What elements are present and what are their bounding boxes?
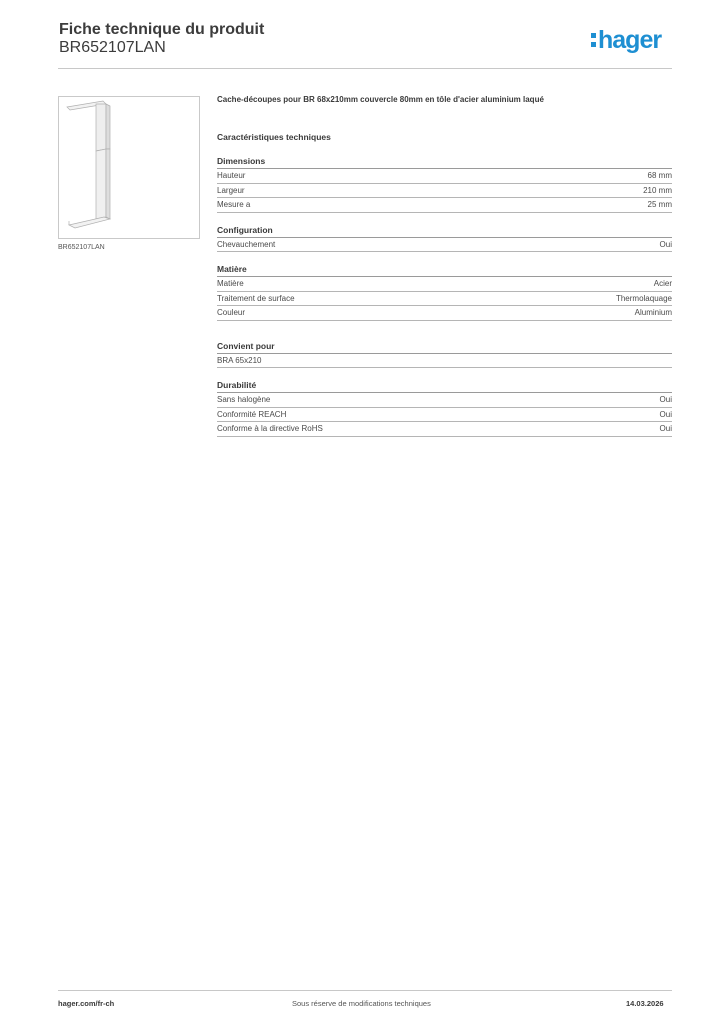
spec-label: Traitement de surface bbox=[217, 293, 295, 303]
spec-value: 68 mm bbox=[647, 171, 672, 180]
spec-row bbox=[217, 184, 672, 199]
hager-logo bbox=[591, 28, 661, 53]
logo-colon-icon bbox=[591, 33, 596, 47]
footer-notice: Sous réserve de modifications techniques bbox=[292, 999, 431, 1008]
spec-row bbox=[217, 169, 672, 184]
spec-row bbox=[217, 198, 672, 213]
characteristics-heading: Caractéristiques techniques bbox=[217, 132, 331, 142]
header-divider bbox=[58, 68, 672, 69]
spec-label: Couleur bbox=[217, 308, 246, 317]
product-image bbox=[58, 96, 200, 239]
spec-label: Conforme à la directive RoHS bbox=[217, 424, 323, 433]
spec-row bbox=[217, 408, 672, 423]
footer-date: 14.03.2026 bbox=[626, 999, 664, 1008]
product-description: Cache-découpes pour BR 68x210mm couvercle 80mm en tôle d'acier aluminium laqué bbox=[217, 95, 544, 104]
spec-label: Sans halogène bbox=[217, 395, 271, 404]
spec-value: Oui bbox=[659, 409, 672, 419]
logo-text: hager bbox=[598, 26, 662, 54]
spec-row bbox=[217, 354, 672, 369]
spec-value: Acier bbox=[653, 279, 672, 288]
spec-label: Matière bbox=[217, 279, 244, 288]
group-title: Matière bbox=[217, 264, 672, 277]
spec-value: Aluminium bbox=[634, 308, 672, 317]
spec-label: BRA 65x210 bbox=[217, 355, 262, 365]
spec-row bbox=[217, 393, 672, 408]
page-title: Fiche technique du produit bbox=[59, 21, 265, 38]
product-cover-icon bbox=[59, 97, 199, 238]
spec-value: Oui bbox=[659, 239, 672, 249]
group-durability bbox=[217, 380, 672, 437]
footer-divider bbox=[58, 990, 672, 991]
group-title: Configuration bbox=[217, 225, 672, 238]
group-title: Durabilité bbox=[217, 380, 672, 393]
group-title: Convient pour bbox=[217, 341, 672, 354]
footer-website-link[interactable]: hager.com/fr-ch bbox=[58, 999, 115, 1008]
group-configuration bbox=[217, 225, 672, 253]
spec-value: 210 mm bbox=[643, 185, 672, 195]
spec-row bbox=[217, 238, 672, 253]
spec-label: Largeur bbox=[217, 185, 245, 195]
spec-label: Conformité REACH bbox=[217, 409, 287, 419]
product-reference: BR652107LAN bbox=[59, 39, 166, 56]
spec-row bbox=[217, 277, 672, 292]
spec-value: 25 mm bbox=[647, 200, 672, 209]
spec-value: Oui bbox=[659, 424, 672, 433]
spec-row bbox=[217, 292, 672, 307]
spec-value: Thermolaquage bbox=[615, 293, 672, 303]
group-title: Dimensions bbox=[217, 156, 672, 169]
spec-label: Hauteur bbox=[217, 171, 246, 180]
product-details bbox=[217, 95, 672, 449]
spec-label: Mesure a bbox=[217, 200, 251, 209]
spec-label: Chevauchement bbox=[217, 239, 276, 249]
image-caption: BR652107LAN bbox=[58, 244, 105, 251]
spec-value: Oui bbox=[659, 395, 672, 404]
group-suitable-for bbox=[217, 341, 672, 369]
group-dimensions bbox=[217, 156, 672, 213]
spec-row bbox=[217, 306, 672, 321]
group-material bbox=[217, 264, 672, 321]
spec-row bbox=[217, 422, 672, 437]
